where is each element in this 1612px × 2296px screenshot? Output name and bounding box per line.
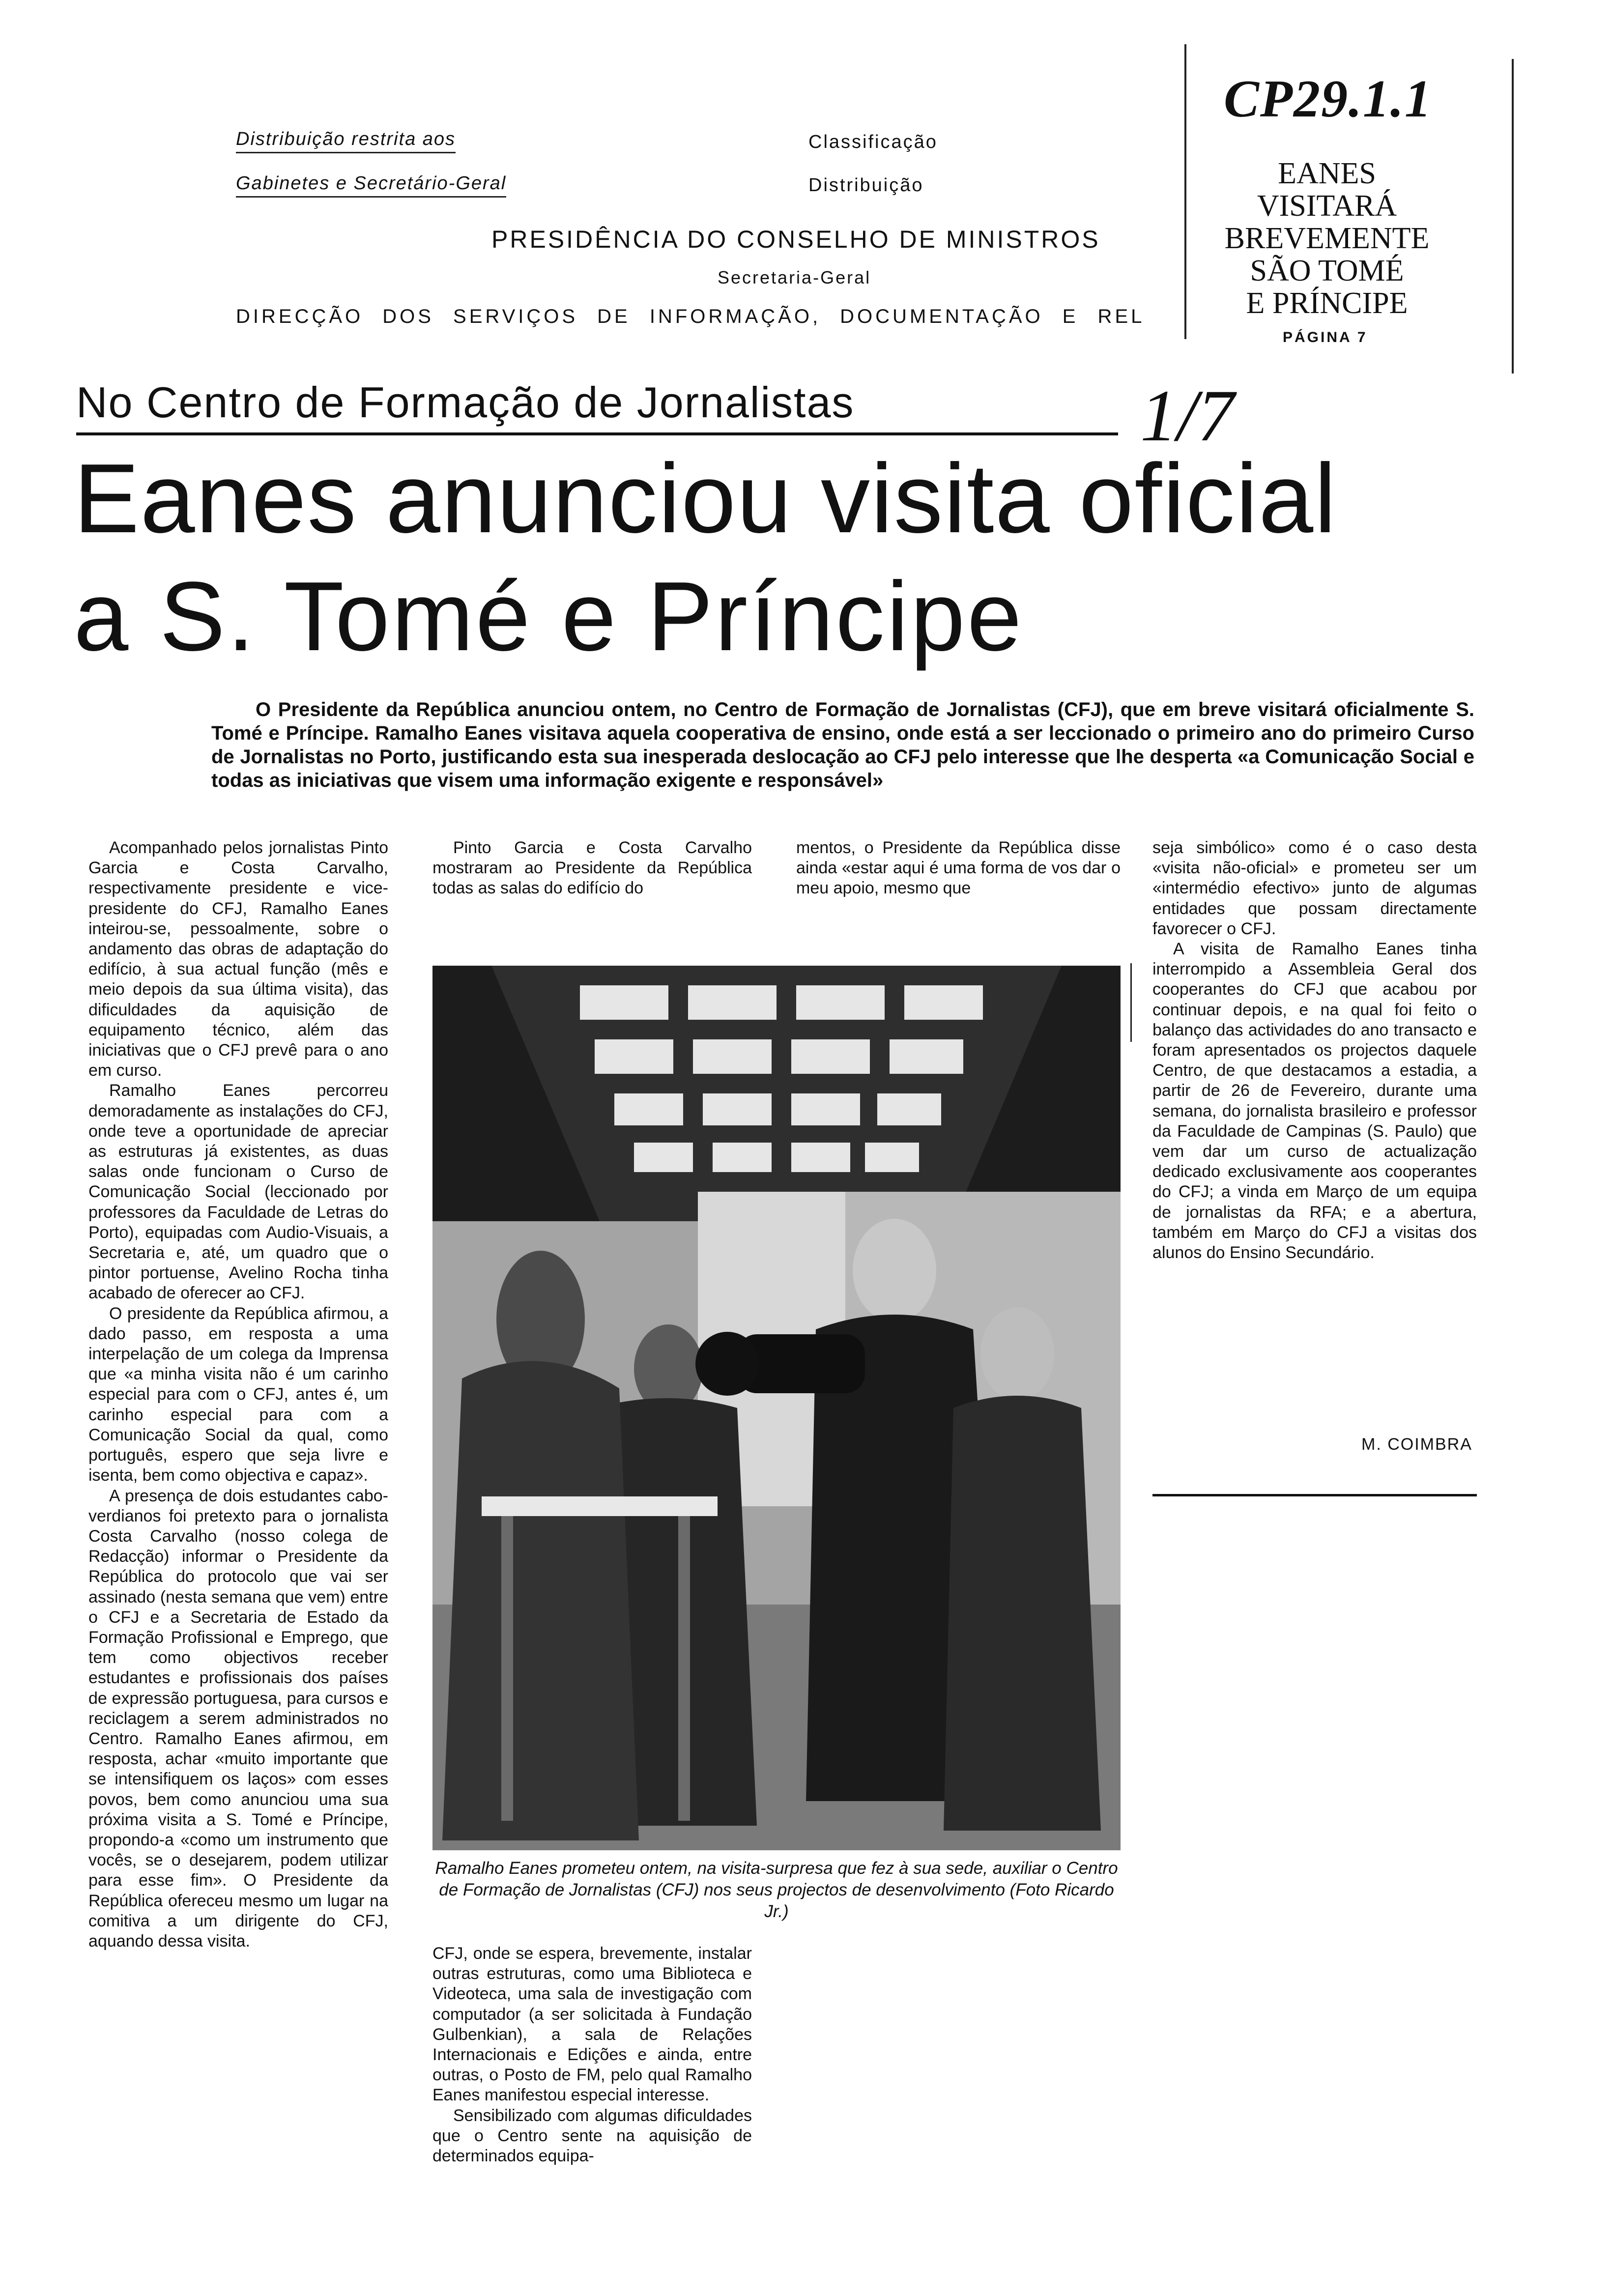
clipping-line-1: EANES VISITARÁ [1257, 157, 1397, 223]
article-photo [432, 966, 1121, 1850]
column-1 [88, 838, 388, 1952]
lead-first-sentence: O Presidente da República anunciou ontem, no Centro de Formação de Jornalistas (CFJ), que em breve visitará [256, 699, 1327, 720]
restricted-distribution-line2: Gabinetes e Secretário-Geral [236, 173, 506, 198]
column-2-top [432, 838, 752, 899]
col1-paragraph-4: A presença de dois estudantes cabo-verdianos foi pretexto para o jornalista Costa Carvalho (nosso colega de Redacção) informar o Presidente da República do protocolo que vai ser assinado (nesta semana que vem) entre o CFJ e a Secretaria de Estado da Formação Profissional e Emprego, que tem como objectivos receber estudantes e profissionais dos países de expressão portuguesa, para cursos e reciclagem a serem administrados no Centro. Ramalho Eanes afirmou, em resposta, achar «muito importante que se intensifiquem os laços» com esses povos, bem como anunciou uma sua próxima visita a S. Tomé e Príncipe, propondo-a «como um instrumento que vocês, se o desejarem, podem utilizar para esse fim». O Presidente da República ofereceu mesmo um lugar na comitiva a um dirigente do CFJ, aquando dessa visita. [88, 1486, 388, 1951]
article-end-rule [1152, 1494, 1477, 1496]
column-rule [1130, 963, 1132, 1042]
clipping-line-2: BREVEMENTE [1224, 222, 1430, 255]
clipping-line-3: SÃO TOMÉ [1250, 254, 1404, 287]
col4-paragraph-1: seja simbólico» como é o caso desta «visita não-oficial» e prometeu ser um «intermédio efectivo» junto de algumas entidades que possam directamente favorecer o CFJ. [1152, 838, 1477, 938]
handwritten-reference: CP29.1.1 [1224, 70, 1433, 128]
article-kicker: No Centro de Formação de Jornalistas [76, 378, 855, 427]
lead-rest: oficialmente S. Tomé e Príncipe. Ramalho Eanes visitava aquela cooperativa de ensino, onde está a ser leccionado o primeiro ano do primeiro Curso de Jornalistas no Porto, justificando esta sua inesperada deslocação ao CFJ pelo interesse que lhe desperta «a Comunicação Social e todas as iniciativas que visem uma informação exigente e responsável» [211, 699, 1474, 791]
handwritten-page-mark: 1/7 [1140, 375, 1235, 457]
headline-line-1: Eanes anunciou visita oficial [74, 444, 1337, 553]
photo-illustration [432, 966, 1121, 1850]
col1-paragraph-3: O presidente da República afirmou, a dado passo, em resposta a uma interpelação de um colega da Imprensa que «a minha visita não é um carinho especial para com o CFJ, antes é, um carinho especial para com a Comunicação Social da qual, como português, espero que seja livre e isenta, bem como objectiva e capaz». [88, 1304, 388, 1485]
distribution-label: Distribuição [808, 175, 924, 196]
col3-top-paragraph: mentos, o Presidente da República disse ainda «estar aqui é uma forma de vos dar o meu apoio, mesmo que [796, 838, 1121, 898]
services-direction-title: DIRECÇÃO DOS SERVIÇOS DE INFORMAÇÃO, DOCUMENTAÇÃO E REL [236, 306, 1145, 327]
clipping-page-number: PÁGINA 7 [1283, 329, 1368, 345]
photo-caption: Ramalho Eanes prometeu ontem, na visita-surpresa que fez à sua sede, auxiliar o Centro de Formação de Jornalistas (CFJ) nos seus projectos de desenvolvimento (Foto Ricardo Jr.) [435, 1859, 1118, 1921]
column-3-top [796, 838, 1121, 899]
clipping-left-rule [1184, 44, 1186, 339]
col2-top-paragraph: Pinto Garcia e Costa Carvalho mostraram ao Presidente da República todas as salas do edifício do [432, 838, 752, 898]
clipping-right-rule [1512, 59, 1514, 373]
lead-paragraph [211, 698, 1474, 792]
col1-paragraph-2: Ramalho Eanes percorreu demoradamente as instalações do CFJ, onde teve a oportunidade de apreciar as estruturas já existentes, as duas salas onde funcionam o Curso de Comunicação Social (leccionado por professores da Faculdade de Letras do Porto), equipadas com Audio-Visuais, a Secretaria e, até, um quadro que o pintor portuense, Avelino Rocha tinha acabado de oferecer ao CFJ. [88, 1081, 388, 1303]
secretariat-title: Secretaria-Geral [718, 267, 871, 287]
classification-label: Classificação [808, 132, 938, 152]
clipping-headline [1224, 157, 1430, 319]
restricted-distribution-line1: Distribuição restrita aos [236, 129, 456, 153]
byline: M. COIMBRA [1361, 1435, 1472, 1454]
ministry-title: PRESIDÊNCIA DO CONSELHO DE MINISTROS [491, 226, 1100, 253]
column-4 [1152, 838, 1477, 1263]
clipping-line-4: E PRÍNCIPE [1246, 287, 1408, 320]
headline-line-2: a S. Tomé e Príncipe [74, 562, 1024, 671]
col2-bottom-paragraph-1: CFJ, onde se espera, brevemente, instalar outras estruturas, como uma Biblioteca e Videoteca, uma sala de investigação com computador (a ser solicitada à Fundação Gulbenkian), a sala de Relações Internacionais e Edições e ainda, entre outras, o Posto de FM, pelo qual Ramalho Eanes manifestou especial interesse. [432, 1944, 752, 2105]
column-2-bottom [432, 1944, 752, 2166]
col1-paragraph-1: Acompanhado pelos jornalistas Pinto Garcia e Costa Carvalho, respectivamente presidente e vice-presidente do CFJ, Ramalho Eanes inteirou-se, pessoalmente, sobre o andamento das obras de adaptação do edifício, à sua actual função (mês e meio depois da sua última visita), das dificuldades da aquisição de equipamento técnico, além das iniciativas que o CFJ prevê para o ano em curso. [88, 838, 388, 1080]
kicker-underline [76, 432, 1118, 435]
col2-bottom-paragraph-2: Sensibilizado com algumas dificuldades que o Centro sente na aquisição de determinados equipa- [432, 2106, 752, 2166]
col4-paragraph-2: A visita de Ramalho Eanes tinha interrompido a Assembleia Geral dos cooperantes do CFJ que acabou por continuar depois, e na qual foi feito o balanço das actividades do ano transacto e foram apresentados os projectos daquele Centro, de que destacamos a estadia, a partir de 26 de Fevereiro, durante uma semana, do jornalista brasileiro e professor da Faculdade de Campinas (S. Paulo) que vem dar um curso de actualização dedicado exclusivamente aos cooperantes do CFJ; a vinda em Março de um equipa de jornalistas da RFA; e a abertura, também em Março do CFJ a visitas dos alunos do Ensino Secundário. [1152, 940, 1477, 1263]
